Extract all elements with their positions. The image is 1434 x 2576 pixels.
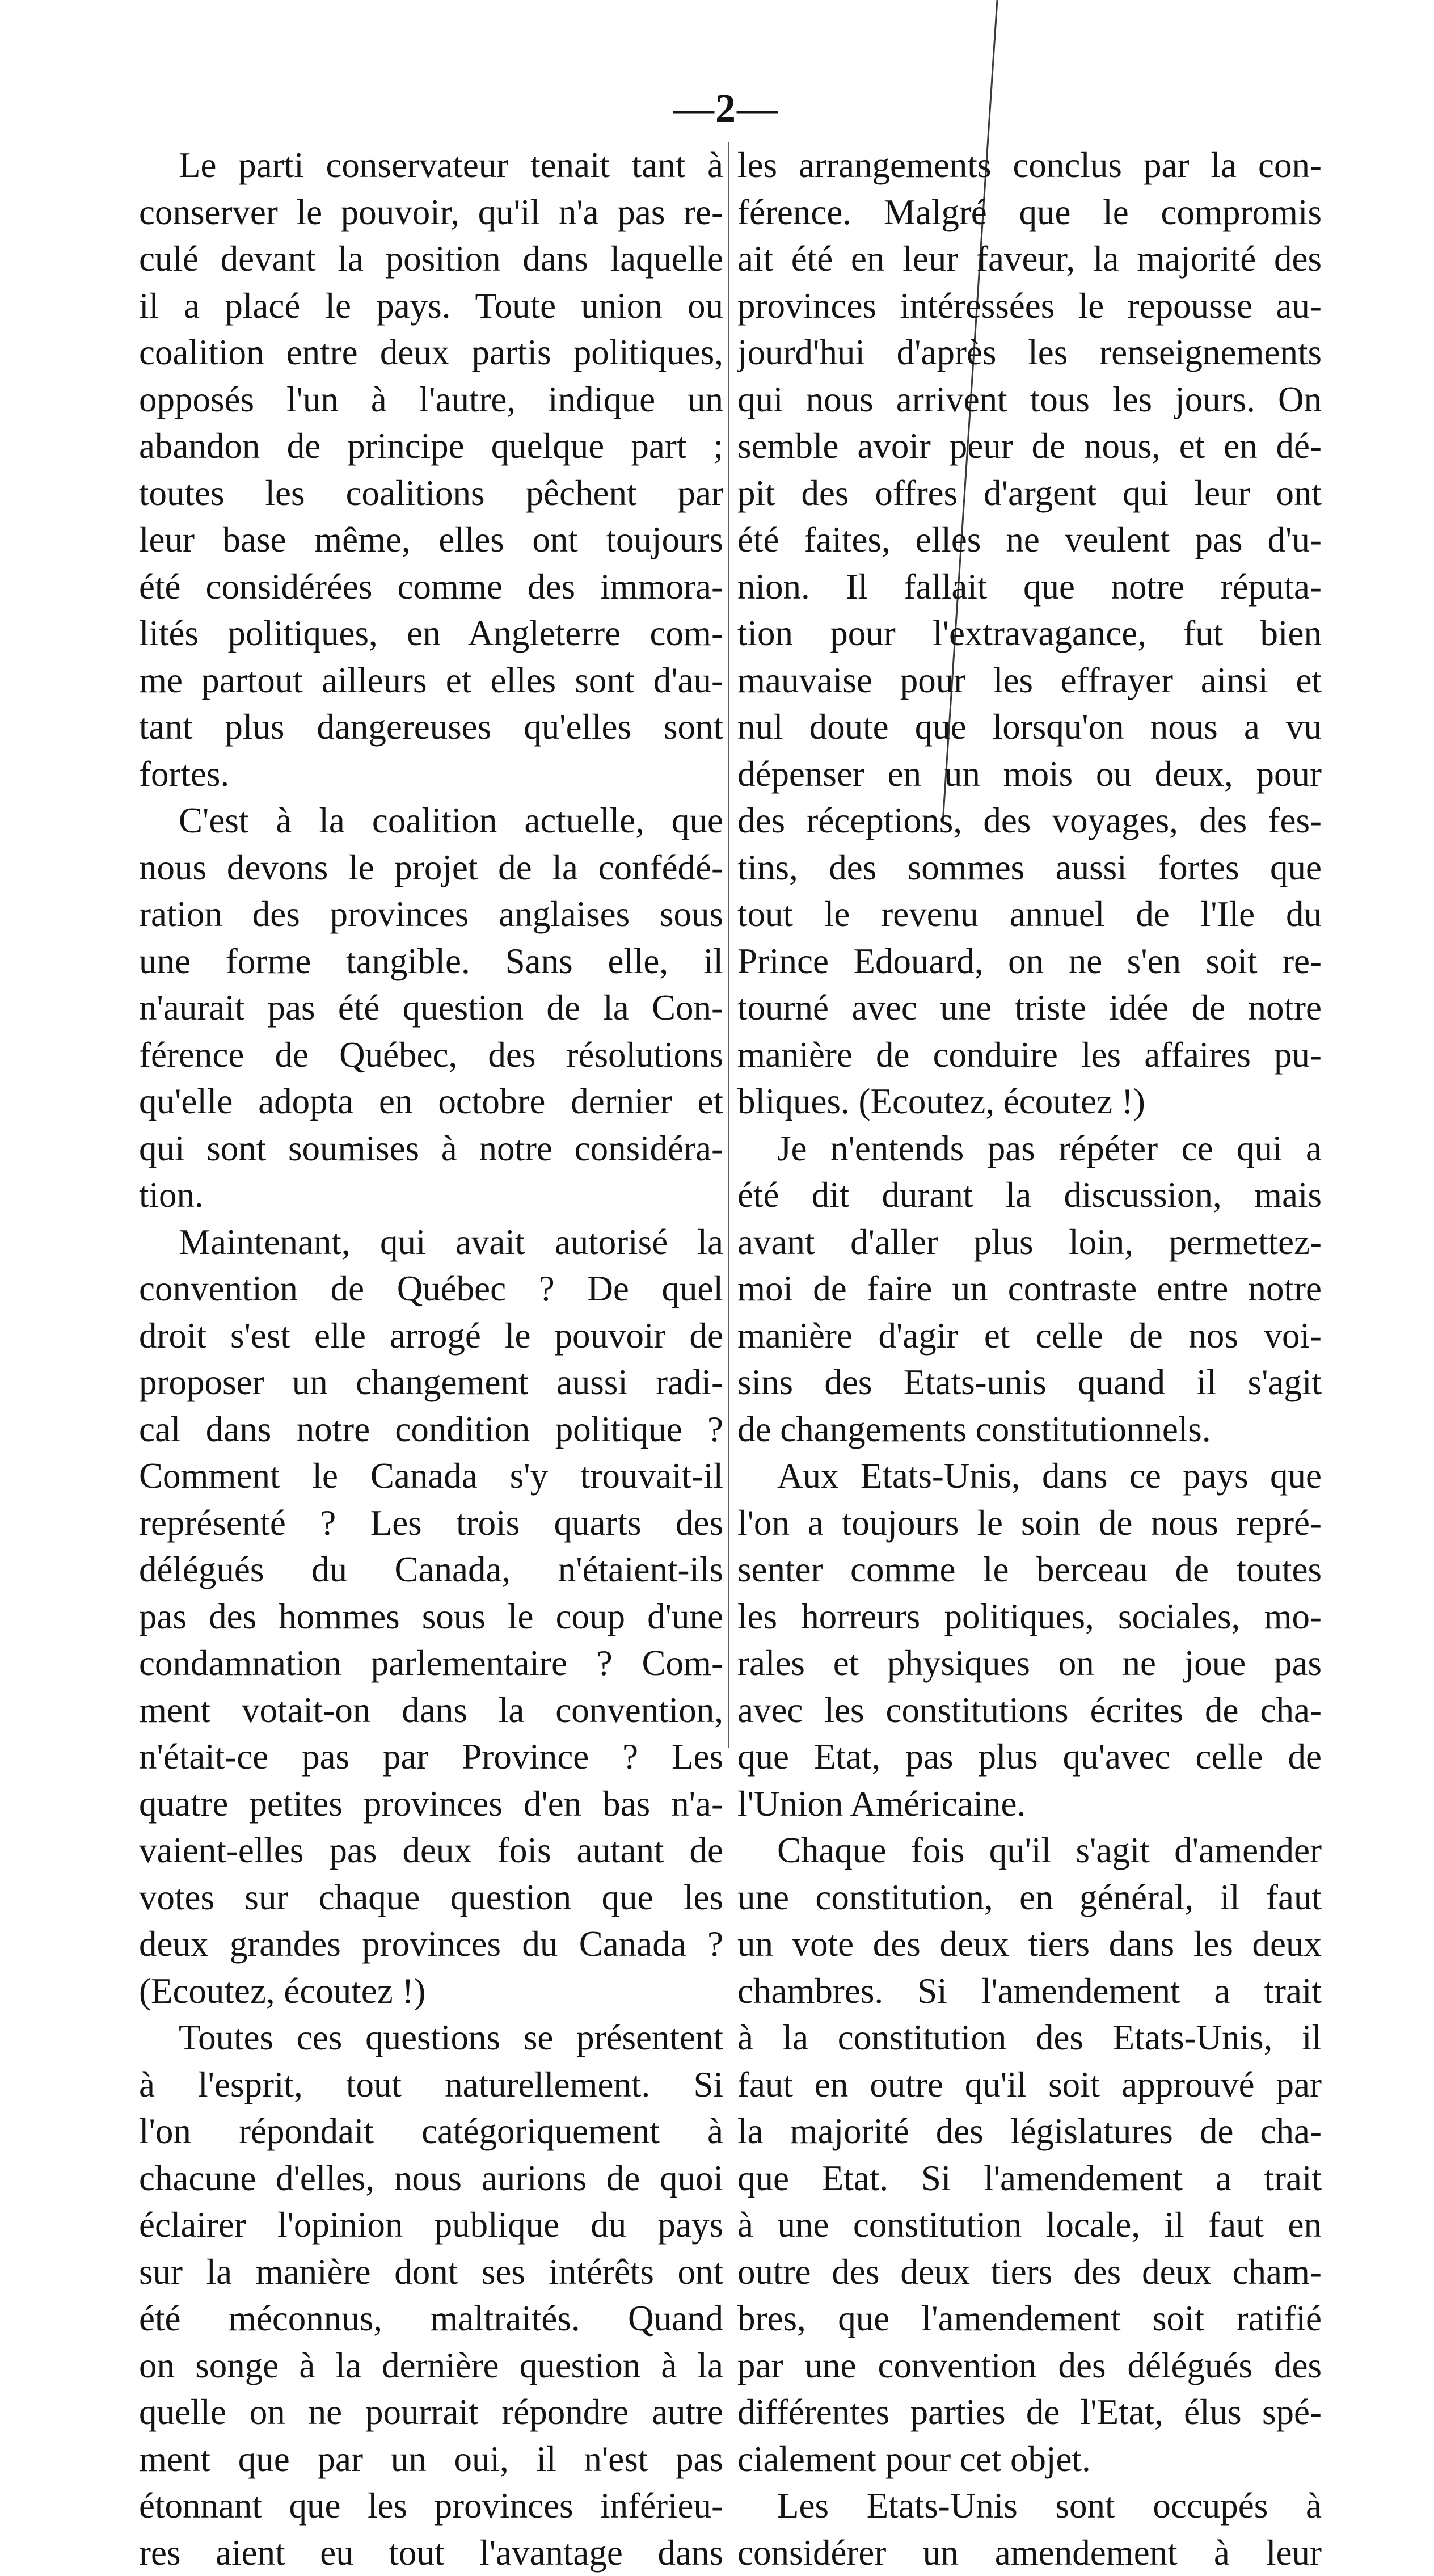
text-line: C'est à la coalition actuelle, que: [139, 797, 723, 844]
text-line: l'on répondait catégoriquement à: [139, 2108, 723, 2155]
text-line: par une convention des délégués des: [737, 2342, 1322, 2389]
text-line: faut en outre qu'il soit approuvé par: [737, 2061, 1322, 2108]
page-number: —2—: [652, 85, 800, 132]
text-line: ration des provinces anglaises sous: [139, 891, 723, 938]
left-column: [139, 142, 723, 2576]
text-line: condamnation parlementaire ? Com-: [139, 1640, 723, 1687]
text-line: opposés l'un à l'autre, indique un: [139, 376, 723, 423]
text-line: mauvaise pour les effrayer ainsi et: [737, 657, 1322, 704]
text-line: la majorité des législatures de cha-: [737, 2108, 1322, 2155]
text-line: sur la manière dont ses intérêts ont: [139, 2249, 723, 2296]
text-line: conserver le pouvoir, qu'il n'a pas re-: [139, 189, 723, 236]
text-line: Le parti conservateur tenait tant à: [139, 142, 723, 189]
text-line: senter comme le berceau de toutes: [737, 1546, 1322, 1593]
text-line: étonnant que les provinces inférieu-: [139, 2482, 723, 2529]
text-line: deux grandes provinces du Canada ?: [139, 1921, 723, 1968]
text-line: une forme tangible. Sans elle, il: [139, 938, 723, 985]
text-line: bres, que l'amendement soit ratifié: [737, 2295, 1322, 2342]
text-line: nul doute que lorsqu'on nous a vu: [737, 704, 1322, 751]
text-line: Toutes ces questions se présentent: [139, 2014, 723, 2061]
text-line: rales et physiques on ne joue pas: [737, 1640, 1322, 1687]
text-line: une constitution, en général, il faut: [737, 1874, 1322, 1921]
text-line: été faites, elles ne veulent pas d'u-: [737, 516, 1322, 563]
text-line: des réceptions, des voyages, des fes-: [737, 797, 1322, 844]
text-line: qui sont soumises à notre considéra-: [139, 1125, 723, 1172]
text-line: été considérées comme des immora-: [139, 563, 723, 611]
text-line: chacune d'elles, nous aurions de quoi: [139, 2155, 723, 2202]
text-line: Prince Edouard, on ne s'en soit re-: [737, 938, 1322, 985]
text-line: Chaque fois qu'il s'agit d'amender: [737, 1827, 1322, 1874]
text-line: cialement pour cet objet.: [737, 2436, 1322, 2483]
text-line: un vote des deux tiers dans les deux: [737, 1921, 1322, 1968]
text-line: Maintenant, qui avait autorisé la: [139, 1219, 723, 1266]
text-line: res aient eu tout l'avantage dans: [139, 2529, 723, 2576]
text-line: différentes parties de l'Etat, élus spé-: [737, 2389, 1322, 2436]
text-line: qui nous arrivent tous les jours. On: [737, 376, 1322, 423]
text-line: Les Etats-Unis sont occupés à: [737, 2482, 1322, 2529]
text-line: nous devons le projet de la confédé-: [139, 844, 723, 891]
text-line: proposer un changement aussi radi-: [139, 1359, 723, 1406]
column-divider: [728, 142, 729, 1748]
text-line: à une constitution locale, il faut en: [737, 2202, 1322, 2249]
text-line: tout le revenu annuel de l'Ile du: [737, 891, 1322, 938]
text-line: avec les constitutions écrites de cha-: [737, 1687, 1322, 1734]
text-line: jourd'hui d'après les renseignements: [737, 329, 1322, 376]
text-line: délégués du Canada, n'étaient-ils: [139, 1546, 723, 1593]
text-line: pas des hommes sous le coup d'une: [139, 1593, 723, 1640]
text-line: quatre petites provinces d'en bas n'a-: [139, 1781, 723, 1828]
text-line: éclairer l'opinion publique du pays: [139, 2202, 723, 2249]
text-line: sins des Etats-unis quand il s'agit: [737, 1359, 1322, 1406]
text-line: chambres. Si l'amendement a trait: [737, 1968, 1322, 2015]
text-line: tion.: [139, 1172, 723, 1219]
right-column: [737, 142, 1322, 2576]
text-line: férence. Malgré que le compromis: [737, 189, 1322, 236]
text-line: pit des offres d'argent qui leur ont: [737, 470, 1322, 517]
text-line: tourné avec une triste idée de notre: [737, 984, 1322, 1032]
text-line: l'Union Américaine.: [737, 1781, 1322, 1828]
text-line: toutes les coalitions pêchent par: [139, 470, 723, 517]
text-line: culé devant la position dans laquelle: [139, 235, 723, 283]
text-line: nion. Il fallait que notre réputa-: [737, 563, 1322, 611]
text-line: cal dans notre condition politique ?: [139, 1406, 723, 1453]
text-line: à la constitution des Etats-Unis, il: [737, 2014, 1322, 2061]
text-line: on songe à la dernière question à la: [139, 2342, 723, 2389]
text-line: abandon de principe quelque part ;: [139, 423, 723, 470]
text-line: leur base même, elles ont toujours: [139, 516, 723, 563]
text-line: tant plus dangereuses qu'elles sont: [139, 704, 723, 751]
text-line: ait été en leur faveur, la majorité des: [737, 235, 1322, 283]
text-line: à l'esprit, tout naturellement. Si: [139, 2061, 723, 2108]
text-line: que Etat, pas plus qu'avec celle de: [737, 1733, 1322, 1781]
text-line: me partout ailleurs et elles sont d'au-: [139, 657, 723, 704]
text-line: provinces intéressées le repousse au-: [737, 283, 1322, 330]
text-line: considérer un amendement à leur: [737, 2529, 1322, 2576]
text-line: férence de Québec, des résolutions: [139, 1032, 723, 1079]
text-line: manière d'agir et celle de nos voi-: [737, 1312, 1322, 1359]
text-line: ment votait-on dans la convention,: [139, 1687, 723, 1734]
text-line: l'on a toujours le soin de nous repré-: [737, 1500, 1322, 1547]
text-line: n'était-ce pas par Province ? Les: [139, 1733, 723, 1781]
text-line: bliques. (Ecoutez, écoutez !): [737, 1078, 1322, 1125]
text-line: fortes.: [139, 751, 723, 798]
text-line: quelle on ne pourrait répondre autre: [139, 2389, 723, 2436]
text-line: Comment le Canada s'y trouvait-il: [139, 1453, 723, 1500]
text-line: été méconnus, maltraités. Quand: [139, 2295, 723, 2342]
text-line: convention de Québec ? De quel: [139, 1265, 723, 1312]
text-line: tins, des sommes aussi fortes que: [737, 844, 1322, 891]
text-line: lités politiques, en Angleterre com-: [139, 610, 723, 657]
text-line: que Etat. Si l'amendement a trait: [737, 2155, 1322, 2202]
text-line: de changements constitutionnels.: [737, 1406, 1322, 1453]
text-line: Aux Etats-Unis, dans ce pays que: [737, 1453, 1322, 1500]
text-line: représenté ? Les trois quarts des: [139, 1500, 723, 1547]
text-line: manière de conduire les affaires pu-: [737, 1032, 1322, 1079]
text-line: moi de faire un contraste entre notre: [737, 1265, 1322, 1312]
text-line: outre des deux tiers des deux cham-: [737, 2249, 1322, 2296]
text-line: droit s'est elle arrogé le pouvoir de: [139, 1312, 723, 1359]
text-line: qu'elle adopta en octobre dernier et: [139, 1078, 723, 1125]
text-line: (Ecoutez, écoutez !): [139, 1968, 723, 2015]
text-line: n'aurait pas été question de la Con-: [139, 984, 723, 1032]
text-line: dépenser en un mois ou deux, pour: [737, 751, 1322, 798]
text-line: il a placé le pays. Toute union ou: [139, 283, 723, 330]
text-line: les arrangements conclus par la con-: [737, 142, 1322, 189]
text-line: été dit durant la discussion, mais: [737, 1172, 1322, 1219]
text-line: ment que par un oui, il n'est pas: [139, 2436, 723, 2483]
text-line: Je n'entends pas répéter ce qui a: [737, 1125, 1322, 1172]
text-line: semble avoir peur de nous, et en dé-: [737, 423, 1322, 470]
text-line: coalition entre deux partis politiques,: [139, 329, 723, 376]
text-line: avant d'aller plus loin, permettez-: [737, 1219, 1322, 1266]
text-line: votes sur chaque question que les: [139, 1874, 723, 1921]
text-line: vaient-elles pas deux fois autant de: [139, 1827, 723, 1874]
text-line: les horreurs politiques, sociales, mo-: [737, 1593, 1322, 1640]
text-line: tion pour l'extravagance, fut bien: [737, 610, 1322, 657]
